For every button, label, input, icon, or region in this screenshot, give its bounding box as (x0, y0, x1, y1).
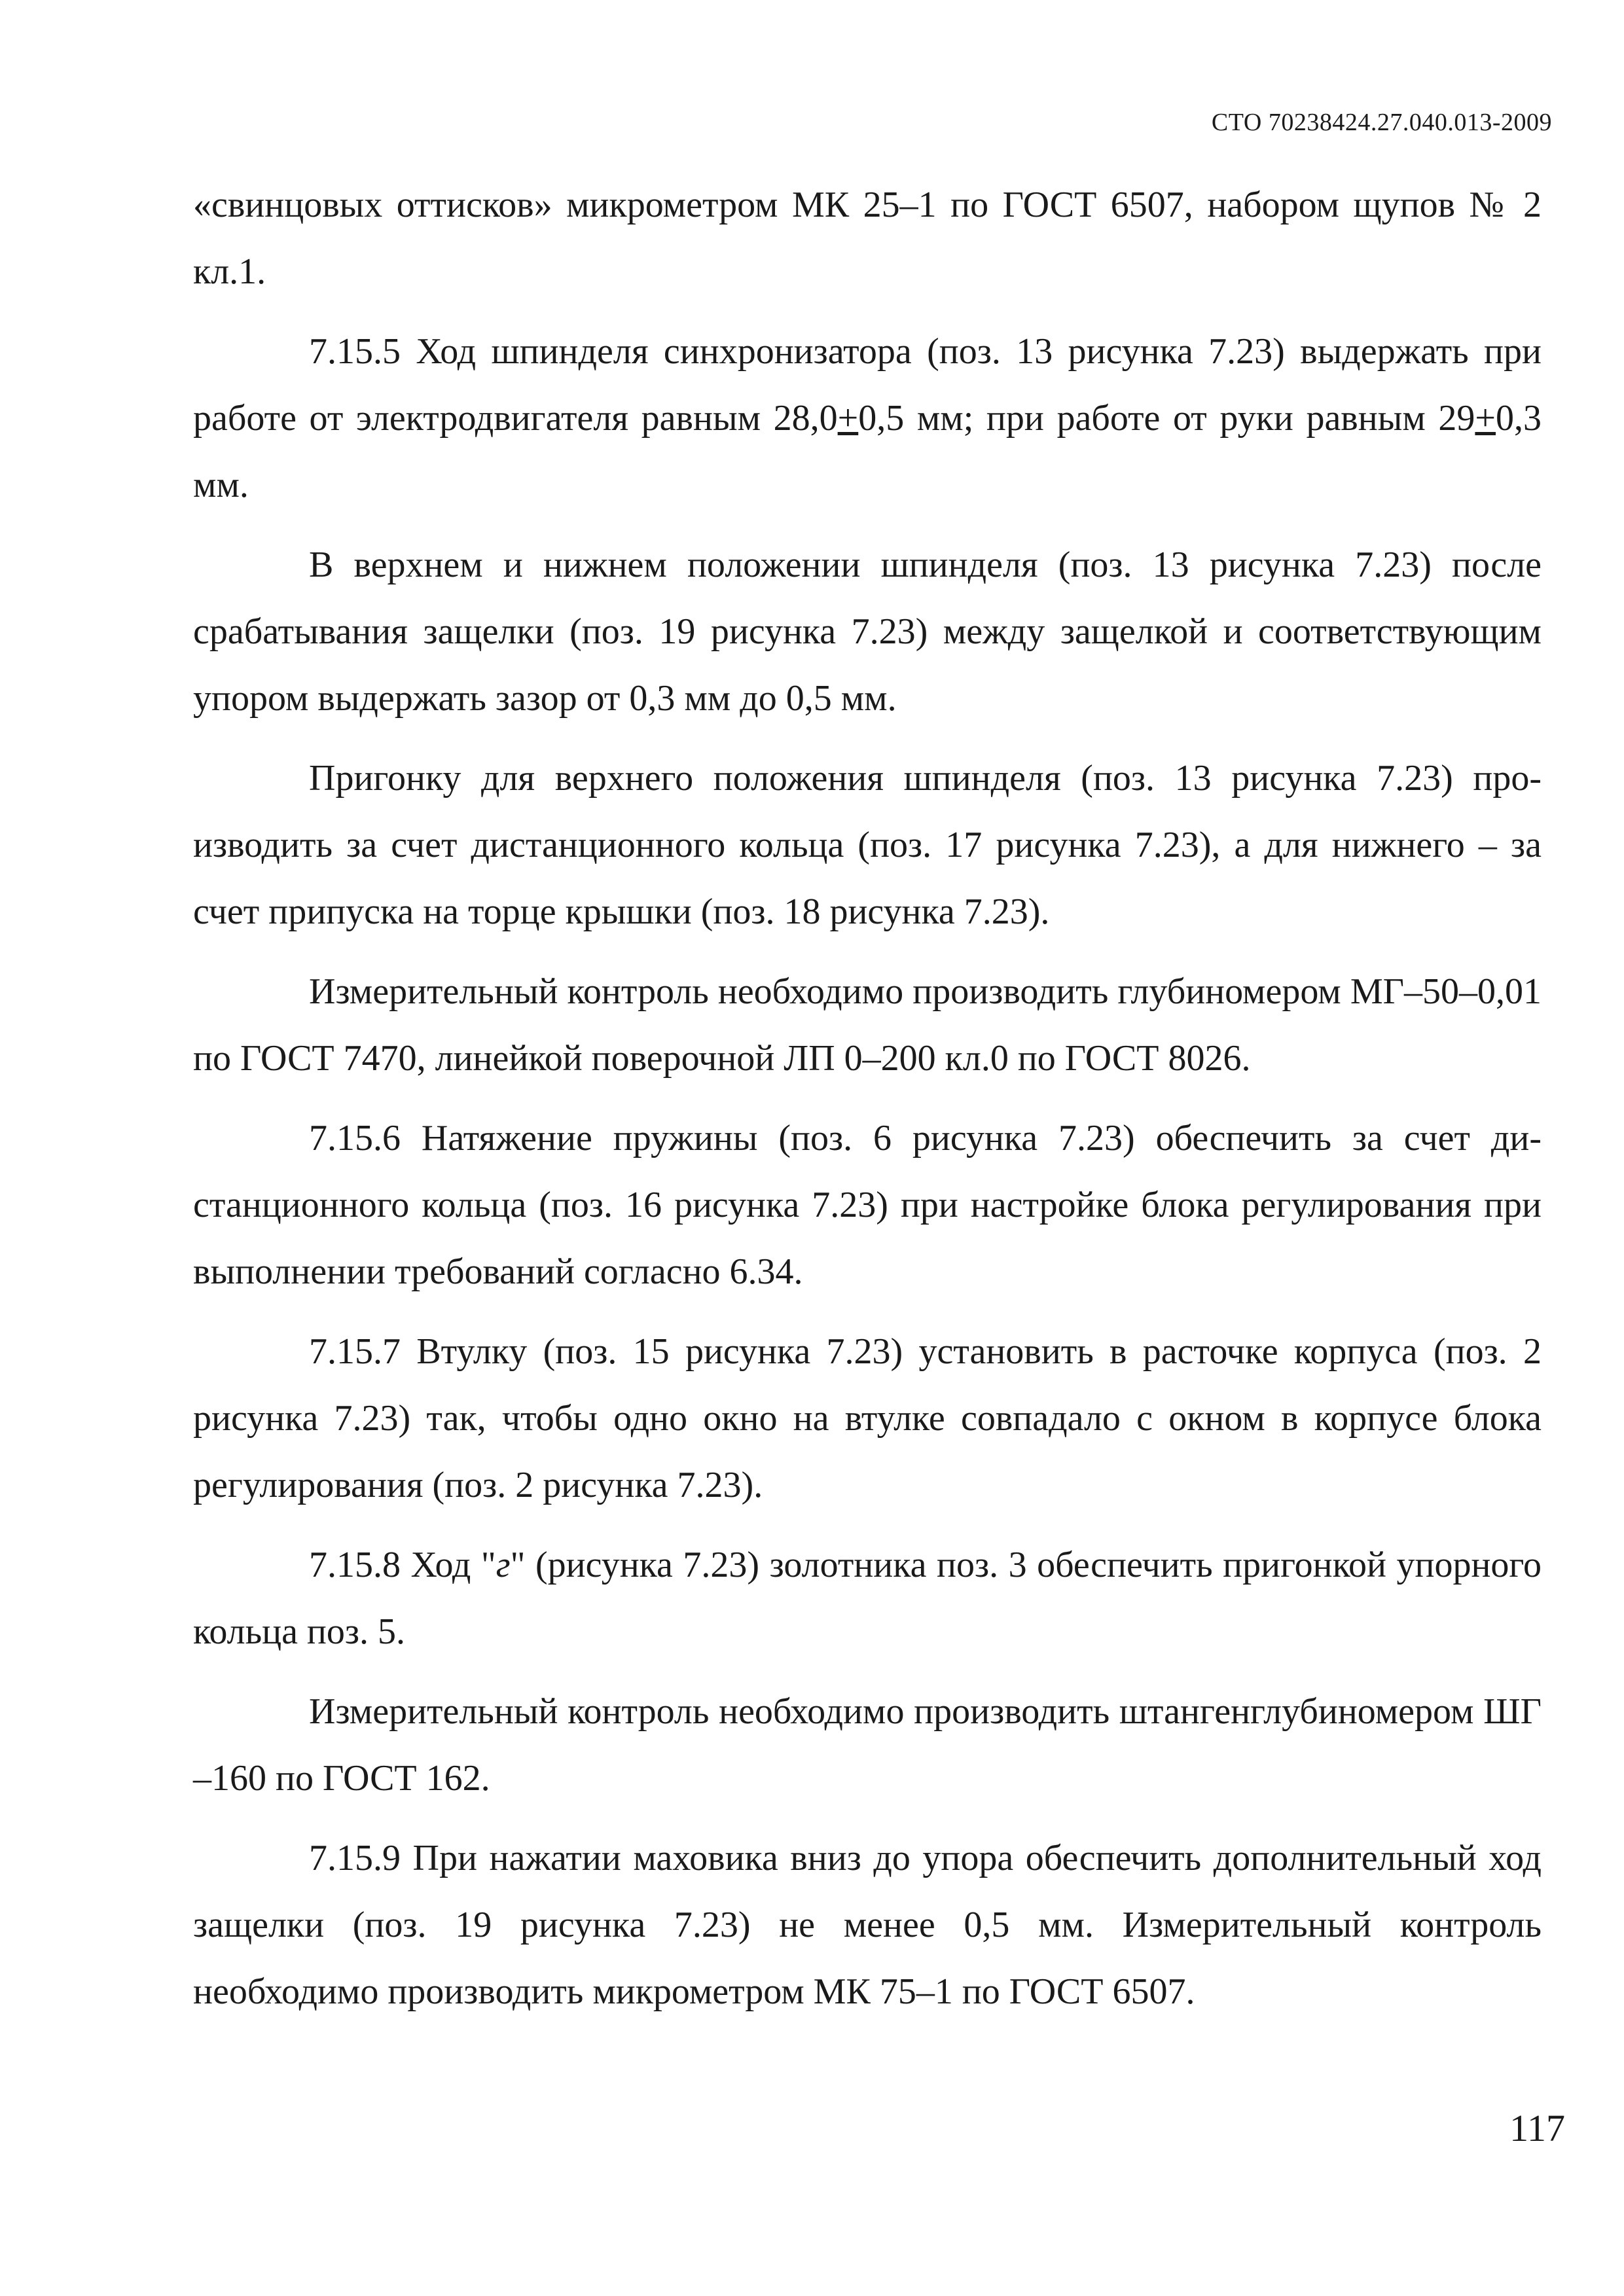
page-number: 117 (1509, 2107, 1565, 2149)
paragraph (193, 1532, 1542, 1665)
paragraph (193, 531, 1542, 732)
paragraph-text-segment: + (837, 398, 859, 439)
paragraph (193, 318, 1542, 518)
paragraph (193, 1678, 1542, 1812)
paragraph-text-segment: Пригонку для верхнего положения шпинделя (поз. 13 рисунка 7.23) производить за счет дистанционного кольца (поз. 17 рисунка 7.23), а для нижнего – за счет припуска на торце крышки (поз. 18 рисунка 7.23). (193, 758, 1542, 932)
paragraph (193, 1105, 1542, 1305)
paragraph-text-segment: Измерительный контроль необходимо производить штангенглубиномером ШГ –160 по ГОСТ 162. (193, 1691, 1542, 1799)
paragraph-text-segment: В верхнем и нижнем положении шпинделя (поз. 13 рисунка 7.23) после срабатывания защелки (поз. 19 рисунка 7.23) между защелкой и соответствующим упором выдержать зазор от 0,3 мм до 0,5 мм. (193, 545, 1542, 719)
paragraph (193, 171, 1542, 305)
paragraph-text-segment: 7.15.6 Натяжение пружины (поз. 6 рисунка 7.23) обеспечить за счет дистанционного кольца (поз. 16 рисунка 7.23) при настройке блока регулирования при выполнении требований согласно 6.34. (193, 1118, 1542, 1292)
paragraph-text-segment: Измерительный контроль необходимо производить глубиномером МГ–50–0,01 по ГОСТ 7470, линейкой поверочной ЛП 0–200 кл.0 по ГОСТ 8026. (193, 971, 1542, 1079)
paragraph-text-segment: 7.15.5 Ход шпинделя синхронизатора (поз. 13 рисунка 7.23) выдержать при работе от электродвигателя равным 28,0 (193, 331, 1542, 439)
paragraph-text-segment: 7.15.9 При нажатии маховика вниз до упора обеспечить дополнительный ход защелки (поз. 19 рисунка 7.23) не менее 0,5 мм. Измерительный контроль необходимо производить микрометром МК 75–1 по ГОСТ 6507. (193, 1838, 1542, 2012)
paragraph-text-segment: г (496, 1545, 511, 1585)
paragraph-text-segment: «свинцовых оттисков» микрометром МК 25–1 по ГОСТ 6507, набором щупов № 2 кл.1. (193, 185, 1542, 292)
paragraph (193, 745, 1542, 945)
paragraph-text-segment: 7.15.7 Втулку (поз. 15 рисунка 7.23) установить в расточке корпуса (поз. 2 рисунка 7.23) так, чтобы одно окно на втулке совпадало с окном в корпусе блока регулирования (поз. 2 рисунка 7.23). (193, 1331, 1542, 1505)
paragraph-text-segment: 7.15.8 Ход " (309, 1545, 496, 1585)
document-code-header: СТО 70238424.27.040.013-2009 (1211, 109, 1552, 136)
paragraph-text-segment: + (1475, 398, 1496, 439)
paragraph (193, 1318, 1542, 1518)
paragraph-text-segment: " (рисунка 7.23) золотника поз. 3 обеспечить пригонкой упорного кольца поз. 5. (193, 1545, 1542, 1652)
paragraph-text-segment: 0,3 мм. (193, 398, 1542, 505)
paragraph (193, 958, 1542, 1092)
paragraph-text-segment: 0,5 мм; при работе от руки равным 29 (858, 398, 1475, 439)
paragraph (193, 1825, 1542, 2025)
body-text (193, 171, 1542, 2038)
